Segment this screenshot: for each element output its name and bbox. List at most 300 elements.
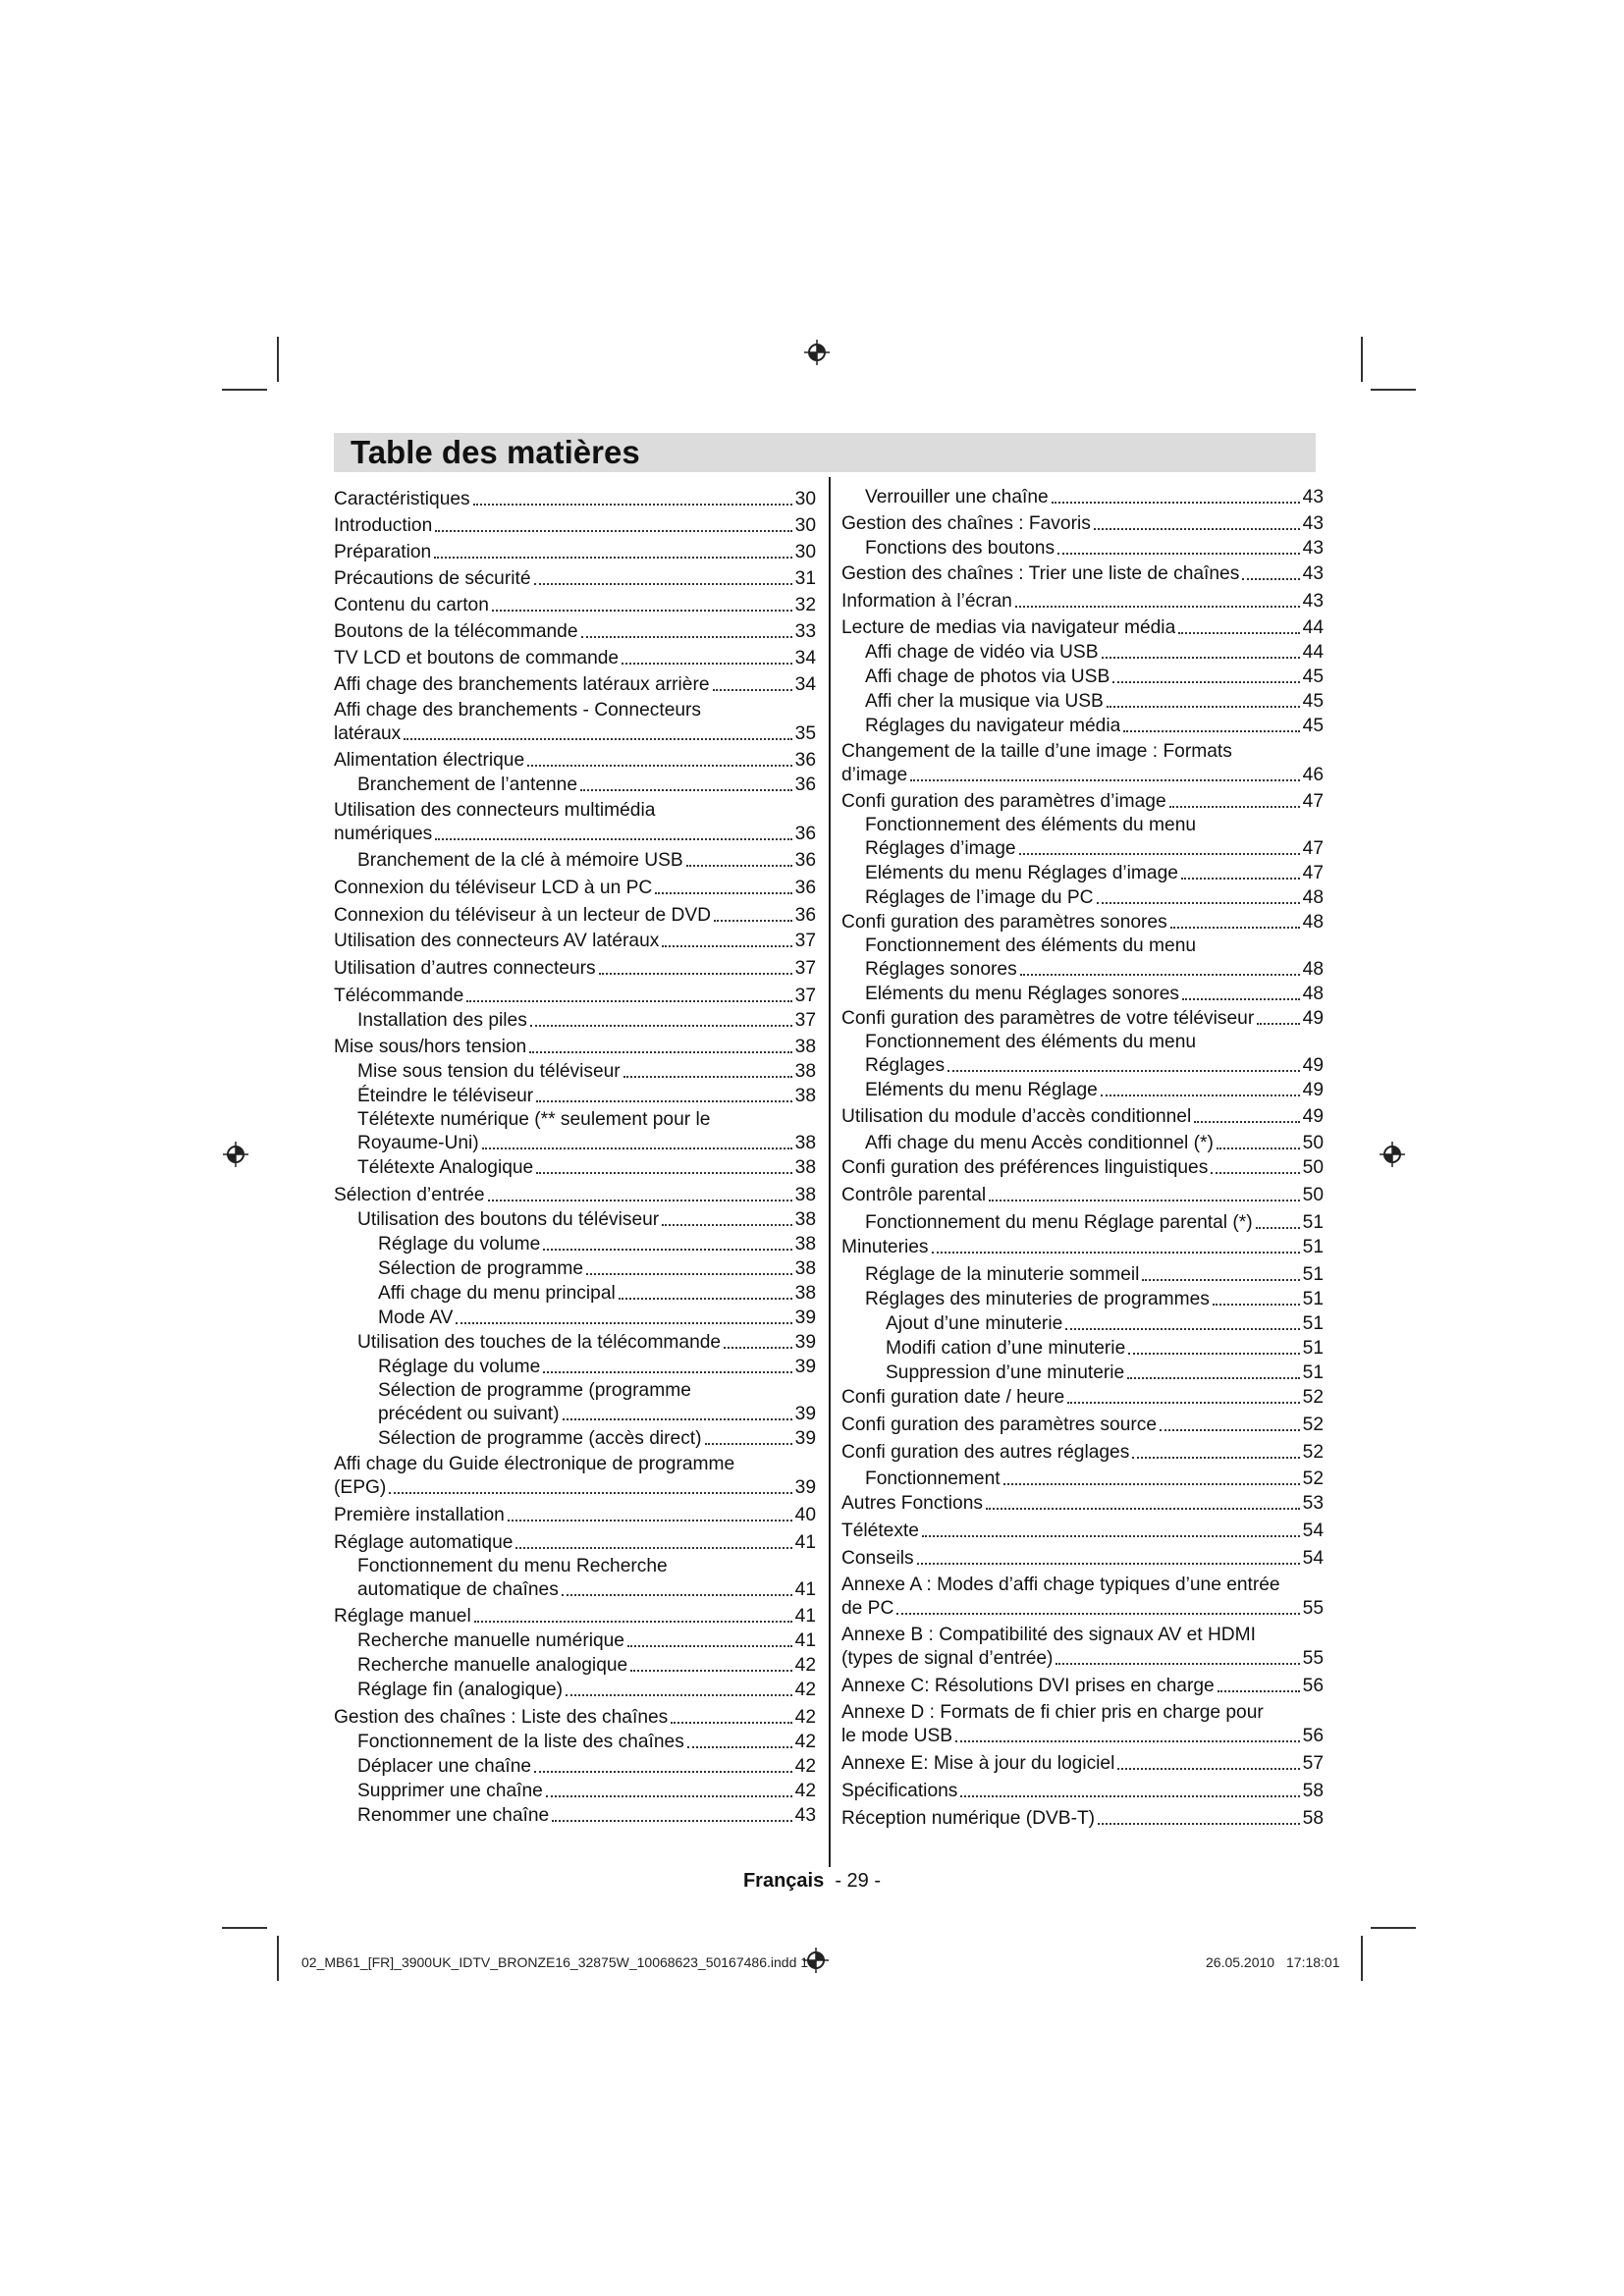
toc-entry-page: 52: [1302, 1442, 1324, 1463]
toc-entry-label: Minuteries: [841, 1237, 929, 1257]
toc-entry[interactable]: [841, 1467, 1324, 1491]
toc-entry[interactable]: [841, 561, 1324, 586]
dot-leader: [488, 1200, 792, 1201]
toc-entry-page: 50: [1302, 1185, 1324, 1205]
toc-entry-page: 42: [794, 1655, 816, 1676]
toc-entry[interactable]: [841, 1078, 1324, 1102]
toc-entry[interactable]: [841, 934, 1324, 982]
toc-entry[interactable]: [334, 748, 816, 773]
toc-entry-label: Fonctionnement: [865, 1468, 1001, 1489]
toc-entry[interactable]: [841, 589, 1324, 614]
crop-mark-top-right-vertical: [1361, 337, 1363, 382]
toc-entry[interactable]: [334, 1653, 816, 1678]
toc-entry[interactable]: [841, 1440, 1324, 1465]
toc-entry-label-line: Fonctionnement des éléments du menu: [865, 935, 1197, 956]
dot-leader: [922, 1535, 1300, 1537]
dot-leader: [434, 557, 791, 559]
toc-entry[interactable]: [334, 699, 816, 746]
toc-entry-label: Affi chage du menu Accès conditionnel (*): [865, 1133, 1214, 1153]
toc-entry[interactable]: [334, 1108, 816, 1155]
toc-entry-page: 38: [794, 1037, 816, 1057]
toc-entry-label: Gestion des chaînes : Favoris: [841, 513, 1091, 534]
dot-leader: [910, 779, 1299, 781]
dot-leader: [562, 1594, 792, 1596]
toc-entry-label: Eléments du menu Réglage: [865, 1080, 1098, 1100]
dot-leader: [435, 530, 791, 532]
toc-entry-page: 38: [794, 1209, 816, 1230]
toc-entry-page: 50: [1302, 1157, 1324, 1178]
toc-entry-label: Réglage manuel: [334, 1606, 471, 1627]
toc-entry[interactable]: [841, 714, 1324, 738]
toc-entry[interactable]: [334, 1281, 816, 1306]
toc-entry[interactable]: [334, 1779, 816, 1803]
toc-entry[interactable]: [841, 1574, 1324, 1621]
toc-entry-page: 48: [1302, 887, 1324, 908]
toc-entry-label: Éteindre le téléviseur: [357, 1086, 534, 1106]
toc-entry-page: 42: [794, 1781, 816, 1801]
toc-entry[interactable]: [841, 1235, 1324, 1259]
toc-entry[interactable]: [841, 1183, 1324, 1207]
toc-entry-page: 41: [794, 1630, 816, 1651]
dot-leader: [1160, 1429, 1300, 1431]
toc-entry[interactable]: [334, 1306, 816, 1330]
toc-entry-page: 55: [1302, 1648, 1324, 1669]
dot-leader: [1117, 1768, 1299, 1770]
dot-leader: [599, 973, 792, 975]
toc-entry[interactable]: [334, 1183, 816, 1207]
toc-entry-page: 36: [794, 750, 816, 771]
toc-entry-label: Branchement de l’antenne: [357, 774, 578, 795]
toc-entry-page: 36: [794, 774, 816, 795]
toc-entry-page: 36: [794, 850, 816, 871]
toc-entry-label: Télétexte: [841, 1521, 919, 1541]
toc-entry[interactable]: [841, 1311, 1324, 1336]
toc-entry-label-line: Utilisation des connecteurs multimédia: [334, 800, 656, 821]
dot-leader: [552, 1820, 791, 1822]
dot-leader: [1094, 528, 1300, 530]
toc-entry[interactable]: [334, 566, 816, 591]
toc-entry[interactable]: [334, 1155, 816, 1180]
toc-entry-label: Boutons de la télécommande: [334, 621, 578, 642]
dot-leader: [581, 636, 792, 638]
dot-leader: [1097, 902, 1300, 904]
toc-entry-label: Annexe C: Résolutions DVI prises en charge: [841, 1676, 1215, 1696]
dot-leader: [627, 1645, 792, 1647]
toc-entry[interactable]: [841, 689, 1324, 714]
toc-entry[interactable]: [334, 1008, 816, 1033]
toc-entry-page: 55: [1302, 1598, 1324, 1619]
toc-entry[interactable]: [334, 593, 816, 617]
dot-leader: [986, 1508, 1300, 1510]
toc-entry[interactable]: [334, 1555, 816, 1602]
dot-leader: [1057, 553, 1300, 555]
registration-mark-icon: [1380, 1142, 1405, 1167]
toc-entry[interactable]: [334, 672, 816, 697]
dot-leader: [435, 838, 791, 840]
toc-entry[interactable]: [841, 1546, 1324, 1571]
toc-entry[interactable]: [334, 1604, 816, 1629]
toc-entry-label: Télécommande: [334, 986, 464, 1006]
dot-leader: [1178, 632, 1299, 634]
toc-entry[interactable]: [334, 1453, 816, 1500]
toc-entry-label: Déplacer une chaîne: [357, 1756, 532, 1777]
toc-entry-page: 37: [794, 958, 816, 979]
toc-entry[interactable]: [841, 1155, 1324, 1180]
toc-entry[interactable]: [841, 1491, 1324, 1516]
toc-entry[interactable]: [841, 511, 1324, 536]
toc-entry-label: Réglage du volume: [378, 1234, 541, 1255]
toc-entry[interactable]: [334, 876, 816, 900]
dot-leader: [1015, 606, 1300, 608]
toc-entry-page: 51: [1302, 1212, 1324, 1233]
toc-entry[interactable]: [841, 1779, 1324, 1803]
toc-entry[interactable]: [334, 848, 816, 873]
toc-entry-label: Réglages de l’image du PC: [865, 887, 1094, 908]
dot-leader: [989, 1200, 1299, 1201]
toc-entry-page: 43: [1302, 538, 1324, 559]
toc-entry-page: 46: [1302, 765, 1324, 785]
toc-entry[interactable]: [334, 646, 816, 670]
toc-entry[interactable]: [334, 1803, 816, 1828]
dot-leader: [932, 1252, 1300, 1254]
toc-entry[interactable]: [841, 982, 1324, 1006]
toc-entry-label: Installation des piles: [357, 1010, 527, 1031]
toc-entry-label: Lecture de medias via navigateur média: [841, 617, 1176, 638]
toc-entry-page: 45: [1302, 667, 1324, 687]
toc-entry[interactable]: [841, 1336, 1324, 1361]
dot-leader: [1181, 878, 1300, 880]
dot-leader: [619, 1298, 792, 1300]
toc-entry-label: Réglages sonores: [865, 959, 1017, 980]
toc-entry-label: Affi chage des branchements latéraux arrière: [334, 674, 710, 695]
toc-entry-label: Ajout d’une minuterie: [886, 1313, 1063, 1334]
dot-leader: [1211, 1172, 1299, 1174]
toc-entry-page: 45: [1302, 691, 1324, 712]
toc-entry-label: (types de signal d’entrée): [841, 1648, 1054, 1669]
toc-entry[interactable]: [841, 885, 1324, 910]
toc-entry-label-line: Sélection de programme (programme: [378, 1380, 691, 1401]
toc-entry-page: 54: [1302, 1548, 1324, 1569]
dot-leader: [1052, 502, 1300, 504]
toc-entry-label: Confi guration des préférences linguistiques: [841, 1157, 1209, 1178]
toc-entry-page: 38: [794, 1283, 816, 1304]
toc-entry-page: 38: [794, 1185, 816, 1205]
toc-entry[interactable]: [334, 1629, 816, 1653]
dot-leader: [1107, 706, 1300, 708]
dot-leader: [655, 892, 791, 894]
toc-entry[interactable]: [334, 1330, 816, 1355]
toc-entry[interactable]: [841, 1210, 1324, 1235]
toc-entry-label: Réglage de la minuterie sommeil: [865, 1264, 1140, 1285]
toc-entry-label: Télétexte Analogique: [357, 1157, 534, 1178]
dot-leader: [474, 1621, 792, 1623]
toc-entry-label: Réglages: [865, 1055, 946, 1076]
toc-entry-label: Utilisation des touches de la télécommande: [357, 1332, 722, 1353]
dot-leader: [1067, 1402, 1299, 1404]
dot-leader: [546, 1795, 792, 1797]
toc-entry-label: Contrôle parental: [841, 1185, 987, 1205]
toc-entry[interactable]: [841, 1104, 1324, 1129]
toc-entry[interactable]: [841, 861, 1324, 885]
toc-entry-page: 47: [1302, 863, 1324, 883]
toc-entry-page: 42: [794, 1680, 816, 1700]
crop-mark-top-left-vertical: [277, 337, 279, 382]
toc-entry-page: 42: [794, 1732, 816, 1752]
toc-entry[interactable]: [841, 640, 1324, 665]
toc-entry-page: 39: [794, 1477, 816, 1498]
toc-entry-page: 47: [1302, 838, 1324, 859]
toc-entry-label: Gestion des chaînes : Trier une liste de chaînes: [841, 563, 1240, 584]
dot-leader: [1112, 681, 1299, 683]
crop-mark-bottom-left-horizontal: [222, 1927, 267, 1929]
toc-entry[interactable]: [334, 956, 816, 981]
dot-leader: [662, 1224, 791, 1226]
toc-entry-page: 33: [794, 621, 816, 642]
dot-leader: [1020, 974, 1300, 976]
dot-leader: [534, 583, 792, 585]
toc-entry[interactable]: [334, 1207, 816, 1232]
dot-leader: [1142, 1279, 1299, 1281]
toc-entry-page: 37: [794, 1010, 816, 1031]
dot-leader: [534, 1771, 792, 1773]
toc-entry-page: 36: [794, 905, 816, 926]
toc-entry-page: 53: [1302, 1493, 1324, 1514]
toc-entry-label: Sélection de programme: [378, 1258, 584, 1279]
toc-entry[interactable]: [841, 1806, 1324, 1831]
toc-entry[interactable]: [334, 1754, 816, 1779]
toc-entry[interactable]: [841, 1006, 1324, 1031]
toc-entry[interactable]: [841, 665, 1324, 689]
toc-entry-page: 48: [1302, 912, 1324, 933]
toc-entry-label: Conseils: [841, 1548, 914, 1569]
toc-entry-label: Contenu du carton: [334, 595, 489, 615]
toc-entry-page: 49: [1302, 1055, 1324, 1076]
toc-entry-label: Autres Fonctions: [841, 1493, 983, 1514]
toc-entry-label: Réglage fin (analogique): [357, 1680, 564, 1700]
dot-leader: [714, 920, 792, 922]
toc-entry-label: Royaume-Uni): [357, 1133, 479, 1153]
toc-entry[interactable]: [841, 1385, 1324, 1410]
toc-entry-label: Affi chage de photos via USB: [865, 667, 1110, 687]
dot-leader: [1170, 927, 1300, 929]
dot-leader: [1098, 1823, 1300, 1825]
toc-entry-label: Préparation: [334, 542, 432, 562]
toc-entry-label: Mise sous/hors tension: [334, 1037, 527, 1057]
registration-mark-icon: [223, 1142, 248, 1167]
dot-leader: [662, 945, 791, 947]
toc-entry-page: 37: [794, 986, 816, 1006]
toc-entry-page: 38: [794, 1234, 816, 1255]
crop-mark-bottom-left-vertical: [277, 1936, 279, 1981]
toc-entry-page: 43: [794, 1805, 816, 1826]
toc-entry-label: Introduction: [334, 515, 433, 536]
crop-mark-bottom-right-vertical: [1361, 1936, 1363, 1981]
dot-leader: [1127, 1377, 1299, 1379]
toc-right-column: [841, 485, 1324, 1831]
toc-entry-label: Confi guration des paramètres source: [841, 1415, 1158, 1435]
dot-leader: [1019, 853, 1300, 855]
toc-entry-label: Annexe E: Mise à jour du logiciel: [841, 1753, 1115, 1774]
dot-leader: [536, 1100, 791, 1102]
toc-entry[interactable]: [334, 1503, 816, 1527]
crop-mark-bottom-right-horizontal: [1371, 1927, 1416, 1929]
toc-entry-label: d’image: [841, 765, 908, 785]
dot-leader: [623, 1076, 792, 1078]
toc-entry-page: 51: [1302, 1362, 1324, 1383]
toc-entry-page: 39: [794, 1332, 816, 1353]
toc-entry-page: 52: [1302, 1468, 1324, 1489]
toc-entry-label: Réglages d’image: [865, 838, 1016, 859]
dot-leader: [1218, 1690, 1300, 1692]
dot-leader: [724, 1347, 792, 1349]
toc-entry-page: 39: [794, 1308, 816, 1328]
toc-entry[interactable]: [841, 615, 1324, 640]
dot-leader: [586, 1273, 792, 1275]
toc-entry[interactable]: [334, 1678, 816, 1702]
toc-entry[interactable]: [334, 984, 816, 1008]
toc-entry-page: 54: [1302, 1521, 1324, 1541]
page-title: Table des matières: [351, 434, 640, 470]
toc-entry-label: Affi cher la musique via USB: [865, 691, 1104, 712]
toc-entry[interactable]: [841, 1361, 1324, 1385]
toc-entry-label: Fonctions des boutons: [865, 538, 1056, 559]
toc-entry-label: Caractéristiques: [334, 489, 470, 509]
toc-entry[interactable]: [841, 1751, 1324, 1776]
dot-leader: [1102, 657, 1300, 659]
toc-entry-page: 51: [1302, 1313, 1324, 1334]
toc-entry-page: 38: [794, 1061, 816, 1082]
toc-entry-page: 30: [794, 489, 816, 509]
toc-entry-page: 57: [1302, 1753, 1324, 1774]
toc-entry-label: Affi chage de vidéo via USB: [865, 642, 1099, 663]
toc-entry[interactable]: [841, 1413, 1324, 1437]
toc-entry-label: (EPG): [334, 1477, 387, 1498]
dot-leader: [492, 610, 792, 612]
toc-entry[interactable]: [841, 910, 1324, 934]
toc-entry[interactable]: [841, 1262, 1324, 1287]
toc-entry-page: 52: [1302, 1415, 1324, 1435]
toc-entry-label: Sélection d’entrée: [334, 1185, 485, 1205]
dot-leader: [515, 1547, 791, 1549]
toc-entry-page: 36: [794, 878, 816, 898]
dot-leader: [947, 1070, 1300, 1072]
toc-entry[interactable]: [334, 540, 816, 564]
dot-leader: [566, 1694, 792, 1696]
toc-entry[interactable]: [334, 903, 816, 928]
toc-entry[interactable]: [334, 1232, 816, 1256]
toc-entry-label: Renommer une chaîne: [357, 1805, 550, 1826]
toc-entry[interactable]: [334, 1084, 816, 1108]
dot-leader: [1065, 1328, 1299, 1330]
toc-entry[interactable]: [334, 1426, 816, 1451]
toc-entry[interactable]: [334, 1355, 816, 1379]
toc-entry-label: Alimentation électrique: [334, 750, 525, 771]
toc-entry[interactable]: [334, 773, 816, 797]
dot-leader: [1182, 998, 1300, 1000]
toc-entry-label: Recherche manuelle numérique: [357, 1630, 624, 1651]
toc-entry-page: 39: [794, 1404, 816, 1424]
toc-entry[interactable]: [334, 1256, 816, 1281]
slug-date: 26.05.2010: [1206, 1954, 1275, 1970]
toc-entry-page: 40: [794, 1505, 816, 1525]
toc-entry[interactable]: [841, 485, 1324, 509]
toc-entry[interactable]: [334, 1379, 816, 1426]
dot-leader: [713, 689, 792, 691]
toc-entry[interactable]: [841, 1701, 1324, 1748]
toc-entry-label: le mode USB: [841, 1726, 953, 1746]
toc-entry-page: 43: [1302, 591, 1324, 612]
toc-left-column: [334, 485, 816, 1828]
toc-entry-page: 51: [1302, 1338, 1324, 1359]
toc-entry-label-line: Annexe B : Compatibilité des signaux AV et HDMI: [841, 1625, 1256, 1645]
toc-entry[interactable]: [841, 1287, 1324, 1311]
toc-entry[interactable]: [334, 1730, 816, 1754]
toc-entry-label: Confi guration des paramètres sonores: [841, 912, 1167, 933]
toc-entry-label: Première installation: [334, 1505, 505, 1525]
toc-entry-label: Connexion du téléviseur à un lecteur de DVD: [334, 905, 711, 926]
toc-entry[interactable]: [334, 487, 816, 511]
toc-entry-label: Information à l’écran: [841, 591, 1012, 612]
toc-entry-label-line: Fonctionnement des éléments du menu: [865, 1032, 1197, 1052]
dot-leader: [1257, 1023, 1299, 1025]
dot-leader: [896, 1613, 1299, 1615]
toc-entry[interactable]: [334, 513, 816, 538]
toc-entry-label-line: Annexe D : Formats de fi chier pris en charge pour: [841, 1702, 1264, 1723]
dot-leader: [671, 1722, 791, 1724]
footer-page-number: - 29 -: [835, 1870, 882, 1892]
toc-entry-label-line: Affi chage des branchements - Connecteurs: [334, 700, 702, 721]
crop-mark-top-right-horizontal: [1371, 389, 1416, 391]
dot-leader: [527, 765, 792, 767]
toc-entry-label: Réglage automatique: [334, 1532, 514, 1553]
toc-entry-label-line: Télétexte numérique (** seulement pour le: [357, 1109, 711, 1130]
toc-entry-page: 50: [1302, 1133, 1324, 1153]
toc-entry[interactable]: [334, 619, 816, 644]
toc-entry-page: 39: [794, 1357, 816, 1377]
dot-leader: [687, 1746, 792, 1748]
toc-entry-label: Sélection de programme (accès direct): [378, 1428, 702, 1449]
toc-entry[interactable]: [334, 799, 816, 846]
toc-entry[interactable]: [334, 1530, 816, 1555]
toc-entry[interactable]: [334, 1705, 816, 1730]
toc-entry[interactable]: [841, 1031, 1324, 1078]
toc-entry[interactable]: [334, 1035, 816, 1059]
toc-entry[interactable]: [334, 1059, 816, 1084]
toc-entry[interactable]: [841, 1674, 1324, 1698]
toc-entry-label: Spécifications: [841, 1781, 958, 1801]
toc-entry[interactable]: [841, 814, 1324, 861]
dot-leader: [1132, 1457, 1299, 1459]
toc-entry-page: 44: [1302, 617, 1324, 638]
toc-entry[interactable]: [841, 740, 1324, 787]
toc-entry[interactable]: [334, 929, 816, 953]
toc-entry[interactable]: [841, 536, 1324, 561]
slug-time: 17:18:01: [1286, 1954, 1340, 1970]
toc-entry-label: Réglage du volume: [378, 1357, 541, 1377]
toc-entry-page: 34: [794, 674, 816, 695]
dot-leader: [622, 663, 792, 665]
toc-entry[interactable]: [841, 1131, 1324, 1155]
toc-entry-label: Confi guration date / heure: [841, 1387, 1065, 1408]
registration-mark-icon: [804, 340, 830, 365]
toc-entry[interactable]: [841, 789, 1324, 814]
toc-entry-page: 51: [1302, 1289, 1324, 1309]
toc-entry[interactable]: [841, 1519, 1324, 1543]
toc-entry-label: Confi guration des autres réglages: [841, 1442, 1130, 1463]
toc-entry[interactable]: [841, 1624, 1324, 1671]
toc-entry-page: 48: [1302, 959, 1324, 980]
toc-entry-label: Eléments du menu Réglages d’image: [865, 863, 1178, 883]
